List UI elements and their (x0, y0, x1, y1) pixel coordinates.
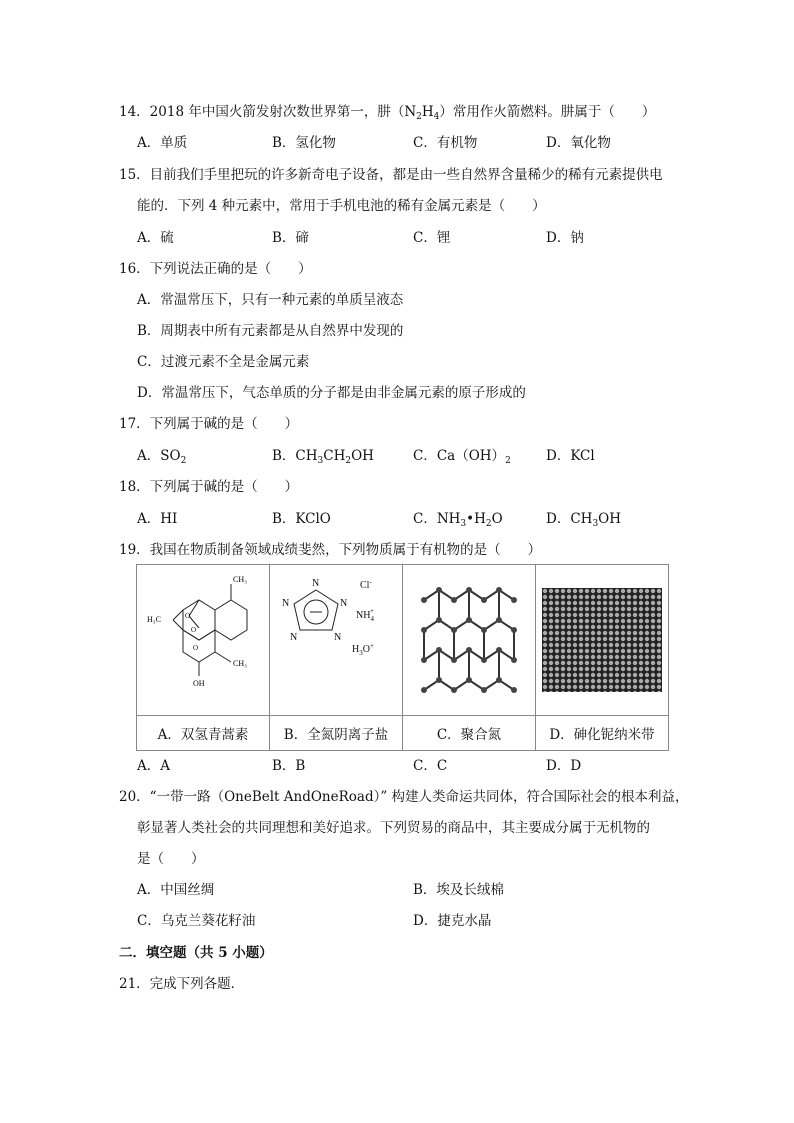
section-2-title: 二．填空题（共 5 小题） (119, 945, 273, 961)
q20-option-d[interactable]: D．捷克水晶 (413, 913, 492, 929)
figure-c-polymeric-nitrogen (403, 565, 536, 716)
q14-option-b[interactable]: B．氢化物 (272, 135, 336, 151)
fig-b-h3o: $H_3O^+$ (352, 642, 374, 657)
caption-a: A．双氢青蒿素 (137, 716, 270, 751)
q19-option-b[interactable]: B．B (272, 758, 306, 774)
figure-d-nbas-nanoribbon (536, 565, 669, 716)
q18-option-c[interactable]: C．$NH_3•H_2O$ (413, 511, 503, 529)
fig-b-cl: Cl- (360, 578, 372, 591)
nanoribbon-image (542, 588, 662, 692)
caption-b: B．全氮阴离子盐 (270, 716, 403, 751)
q14-option-d[interactable]: D．氧化物 (546, 135, 611, 151)
fig-b-n4: N (290, 632, 298, 643)
fig-b-n2: N (340, 598, 348, 609)
q17-option-a[interactable]: A．$SO_2$ (137, 448, 187, 466)
q17-option-c[interactable]: C．$Ca(OH)_2$ (413, 448, 511, 466)
fig-a-o3-label: O (193, 644, 199, 652)
q15-option-d[interactable]: D．钠 (546, 230, 584, 246)
q20-stem-line3: 是（ ） (137, 851, 205, 867)
q16-stem: 16．下列说法正确的是（ ） (119, 261, 312, 277)
polymeric-nitrogen-lattice (404, 570, 534, 710)
q19-option-c[interactable]: C．C (413, 758, 448, 774)
q21-stem: 21．完成下列各题． (119, 976, 245, 992)
q15-option-c[interactable]: C．锂 (413, 230, 451, 246)
q19-figure-table (136, 564, 669, 751)
q20-stem-line1: 20．“一带一路（OneBelt AndOneRoad）” 构建人类命运共同体，符合国际社会的根本利益， (119, 789, 689, 805)
q19-stem: 19．我国在物质制备领域成绩斐然，下列物质属于有机物的是（ ） (119, 542, 542, 558)
q15-stem-line2: 能的．下列 4 种元素中，常用于手机电池的稀有金属元素是（ ） (137, 198, 546, 214)
q17-option-b[interactable]: B．$CH_3CH_2OH$ (272, 448, 374, 466)
q14-option-a[interactable]: A．单质 (137, 135, 188, 151)
q19-option-a[interactable]: A．A (137, 758, 170, 774)
dihydroartemisinin-structure (143, 570, 263, 710)
figure-a-dihydroartemisinin (137, 565, 270, 716)
q17-stem: 17．下列属于碱的是（ ） (119, 416, 299, 432)
q14-stem: 14．2018 年中国火箭发射次数世界第一，肼$(N_2H_4)$常用作火箭燃料。肼属于（ ） (119, 104, 656, 122)
q19-option-d[interactable]: D．D (546, 758, 582, 774)
q18-stem: 18．下列属于碱的是（ ） (119, 479, 299, 495)
q15-stem-line1: 15．目前我们手里把玩的许多新奇电子设备，都是由一些自然界含量稀少的稀有元素提供电 (119, 167, 663, 183)
q16-option-a[interactable]: A．常温常压下，只有一种元素的单质呈液态 (137, 292, 404, 308)
q18-option-a[interactable]: A．HI (137, 511, 178, 527)
fig-a-ch3-right-label: CH₃ (233, 659, 247, 668)
caption-c: C．聚合氮 (403, 716, 536, 751)
q14-option-c[interactable]: C．有机物 (413, 135, 478, 151)
q18-option-b[interactable]: B．KClO (272, 511, 331, 527)
q17-option-d[interactable]: D．KCl (546, 448, 595, 464)
fig-a-ch3-top-label: CH₃ (233, 575, 247, 584)
figure-b-pentazolate-salt (270, 565, 403, 716)
fig-b-n3: N (334, 632, 342, 643)
pentazolate-structure (276, 570, 396, 710)
fig-b-n5: N (282, 598, 290, 609)
q20-option-a[interactable]: A．中国丝绸 (137, 882, 215, 898)
fig-b-nh4: $NH_4+$ (356, 607, 374, 623)
q20-stem-line2: 彰显著人类社会的共同理想和美好追求。下列贸易的商品中，其主要成分属于无机物的 (137, 820, 650, 836)
fig-a-o2-label: O (191, 626, 197, 634)
q18-option-d[interactable]: D．$CH_3OH$ (546, 511, 622, 529)
fig-a-oh-label: OH (193, 679, 205, 688)
q15-option-b[interactable]: B．碲 (272, 230, 309, 246)
q16-option-d[interactable]: D．常温常压下，气态单质的分子都是由非金属元素的原子形成的 (137, 385, 526, 401)
q16-option-b[interactable]: B．周期表中所有元素都是从自然界中发现的 (137, 323, 404, 339)
fig-b-n1: N (312, 578, 320, 589)
q20-option-b[interactable]: B．埃及长绒棉 (413, 882, 504, 898)
q20-option-c[interactable]: C．乌克兰葵花籽油 (137, 913, 256, 929)
fig-a-h3c-label: H₃C (147, 615, 161, 624)
caption-d: D．砷化铌纳米带 (536, 716, 669, 751)
fig-a-o1-label: O (185, 612, 191, 620)
q16-option-c[interactable]: C．过渡元素不全是金属元素 (137, 354, 310, 370)
q15-option-a[interactable]: A．硫 (137, 230, 174, 246)
